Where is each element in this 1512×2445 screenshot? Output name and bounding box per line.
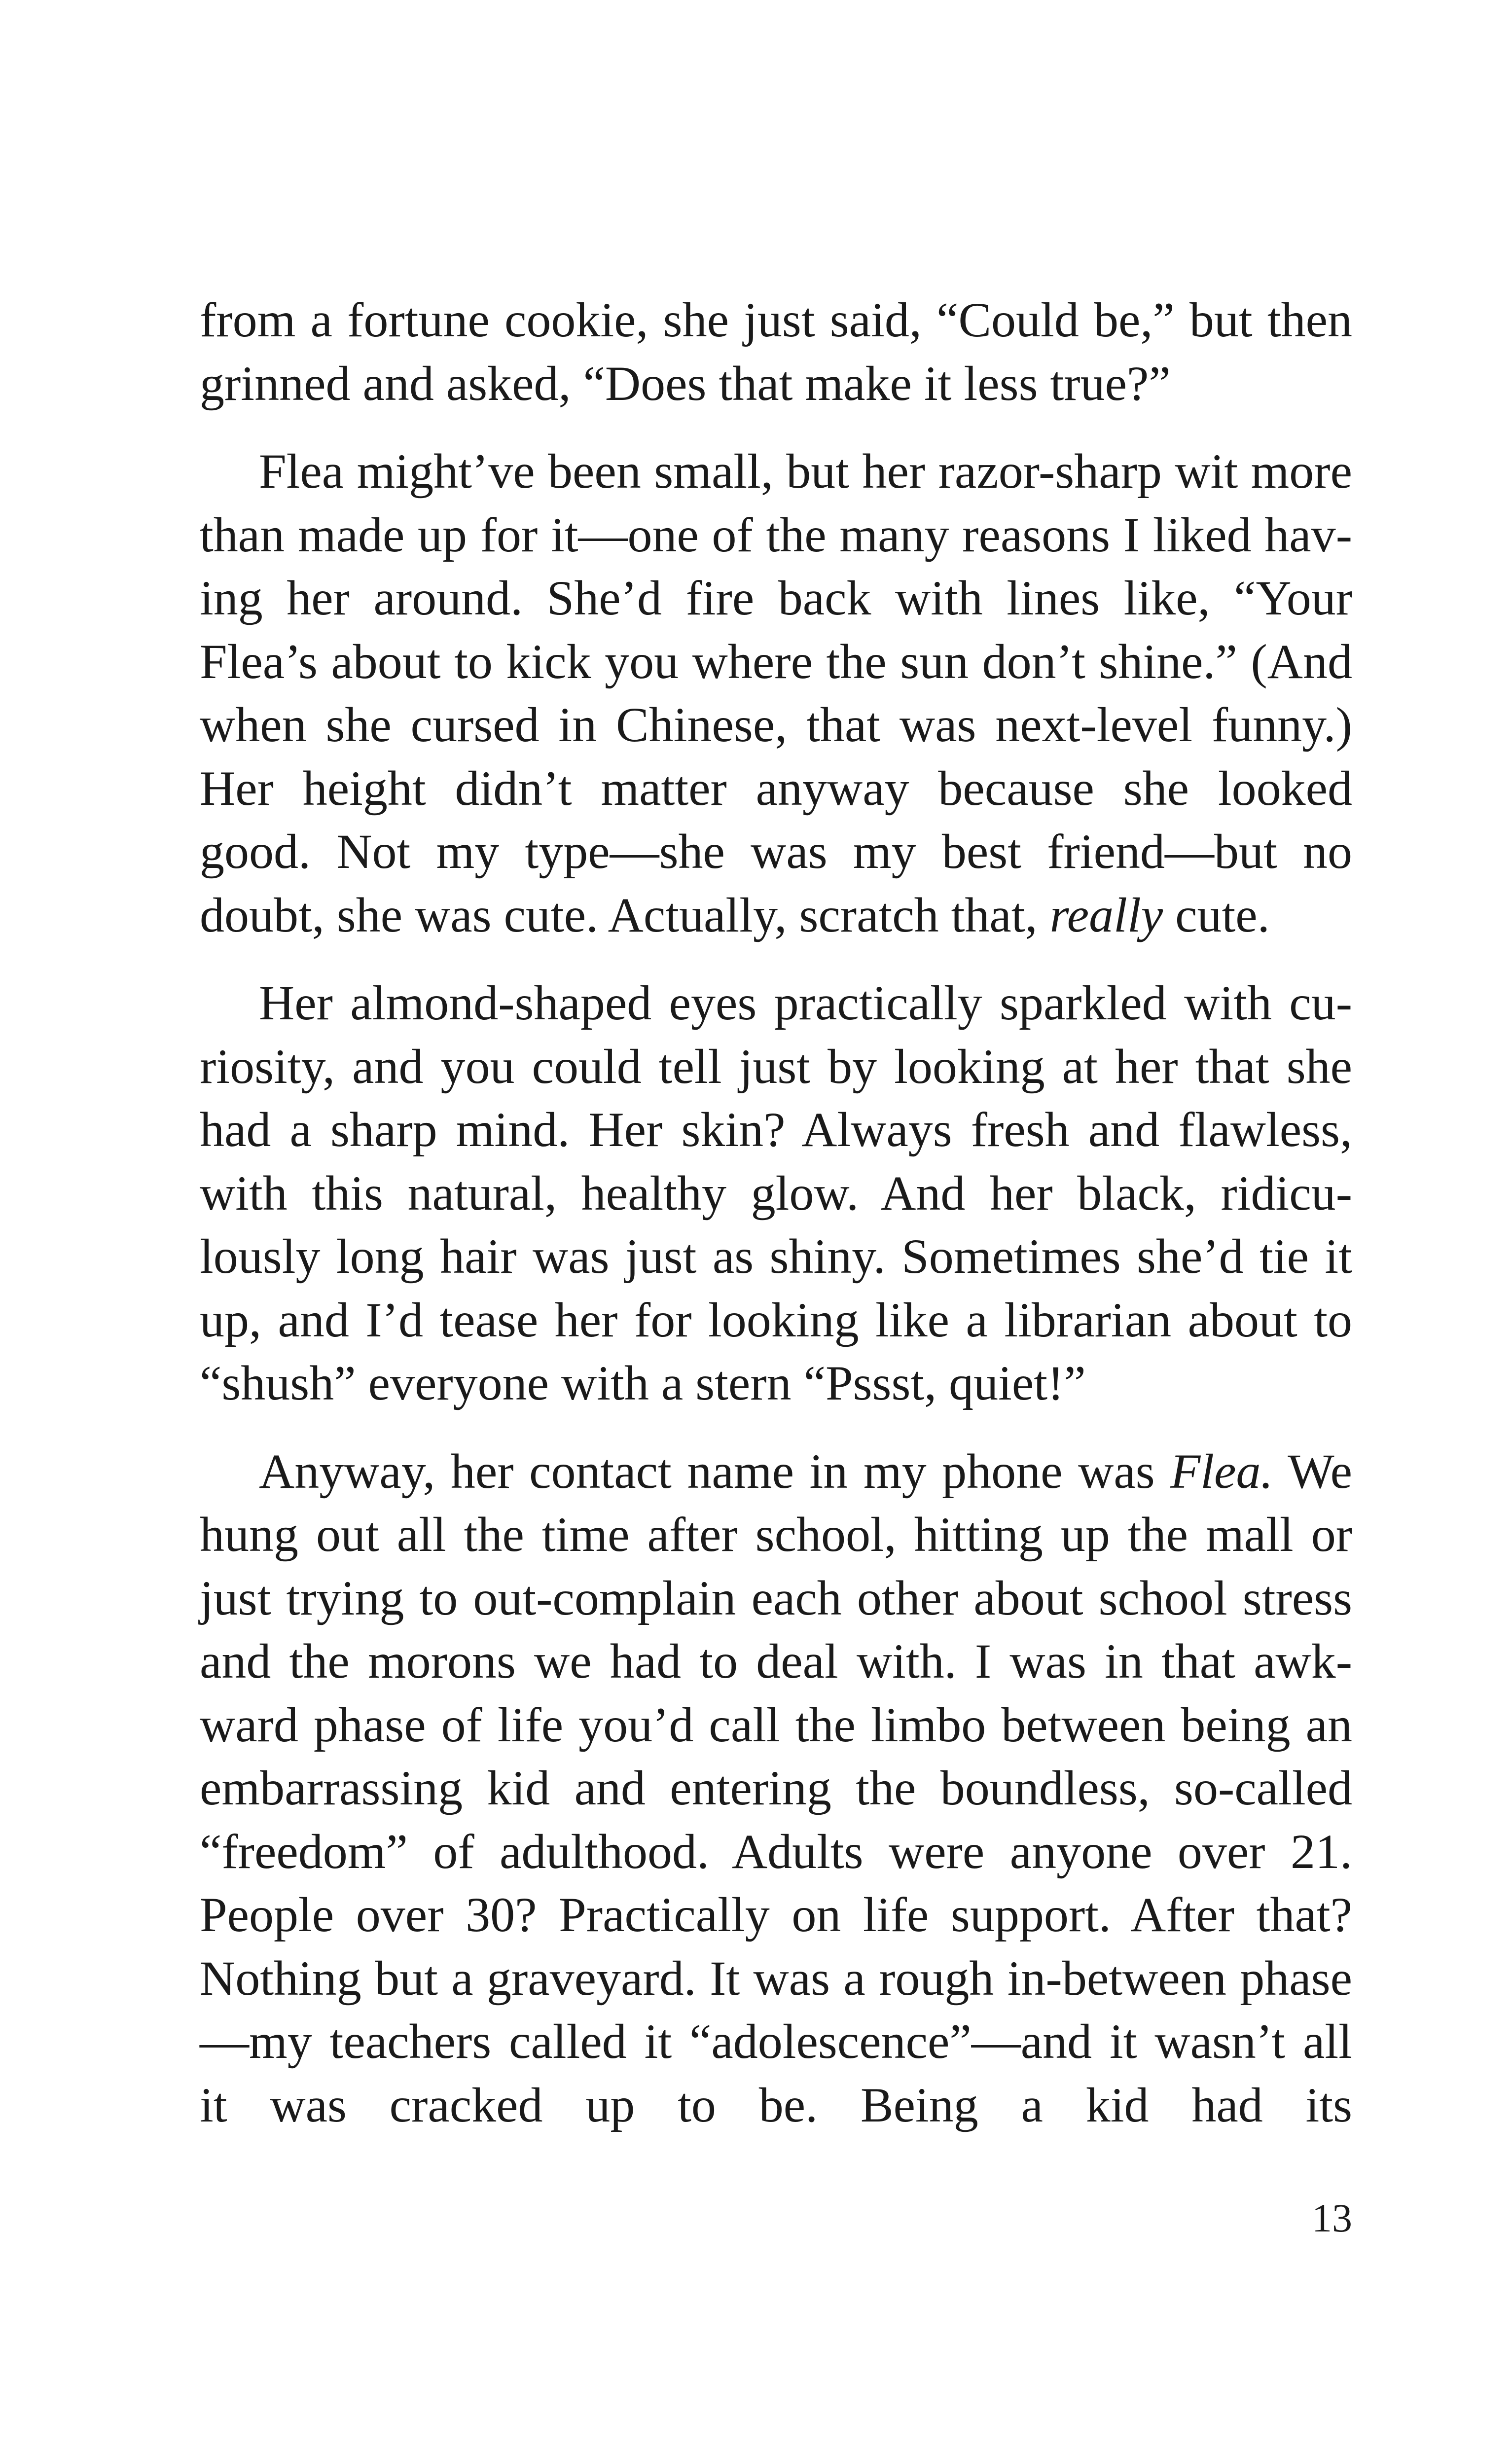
page-number: 13 — [1312, 2195, 1352, 2240]
paragraph-4-text-a: Anyway, her contact name in my phone was — [259, 1443, 1171, 1499]
paragraph-4-italic: Flea. — [1170, 1443, 1273, 1499]
paragraph-2-text-a: Flea might’ve been small, but her razor-sharp wit more than made up for it—one of the many reasons I liked having her around. She’d fire back with lines like, “Your Flea’s about to kick you where the sun don’t shine.” (And when she cursed in Chinese, that was next-level funny.) Her height didn’t matter anyway because she looked good. Not my type—she was my best friend—but no doubt, she was cute. Actually, scratch that, — [200, 444, 1352, 942]
paragraph-1-text: from a fortune cookie, she just said, “Could be,” but then grinned and asked, “Does that make it less true?” — [200, 292, 1352, 411]
paragraph-2 — [200, 440, 1352, 947]
paragraph-4 — [200, 1440, 1352, 2137]
paragraph-1 — [200, 288, 1352, 415]
paragraph-3 — [200, 971, 1352, 1415]
paragraph-2-text-b: cute. — [1163, 887, 1270, 942]
paragraph-2-italic: really — [1049, 887, 1163, 942]
paragraph-3-text: Her almond-shaped eyes practically sparkled with curiosity, and you could tell just by looking at her that she had a sharp mind. Her skin? Always fresh and flawless, with this natural, healthy glow. And her black, ridiculously long hair was just as shiny. Sometimes she’d tie it up, and I’d tease her for looking like a librarian about to “shush” everyone with a stern “Pssst, quiet!” — [200, 975, 1352, 1410]
body-text — [200, 288, 1352, 2161]
paragraph-4-text-b: We hung out all the time after school, hitting up the mall or just trying to out-complain each other about school stress and the morons we had to deal with. I was in that awkward phase of life you’d call the limbo between being an embarrassing kid and entering the boundless, so-called “freedom” of adulthood. Adults were anyone over 21. People over 30? Practically on life support. After that? Nothing but a graveyard. It was a rough in-between phase—my teachers called it “adolescence”—and it wasn’t all it was cracked up to be. Being a kid had its — [200, 1443, 1352, 2132]
